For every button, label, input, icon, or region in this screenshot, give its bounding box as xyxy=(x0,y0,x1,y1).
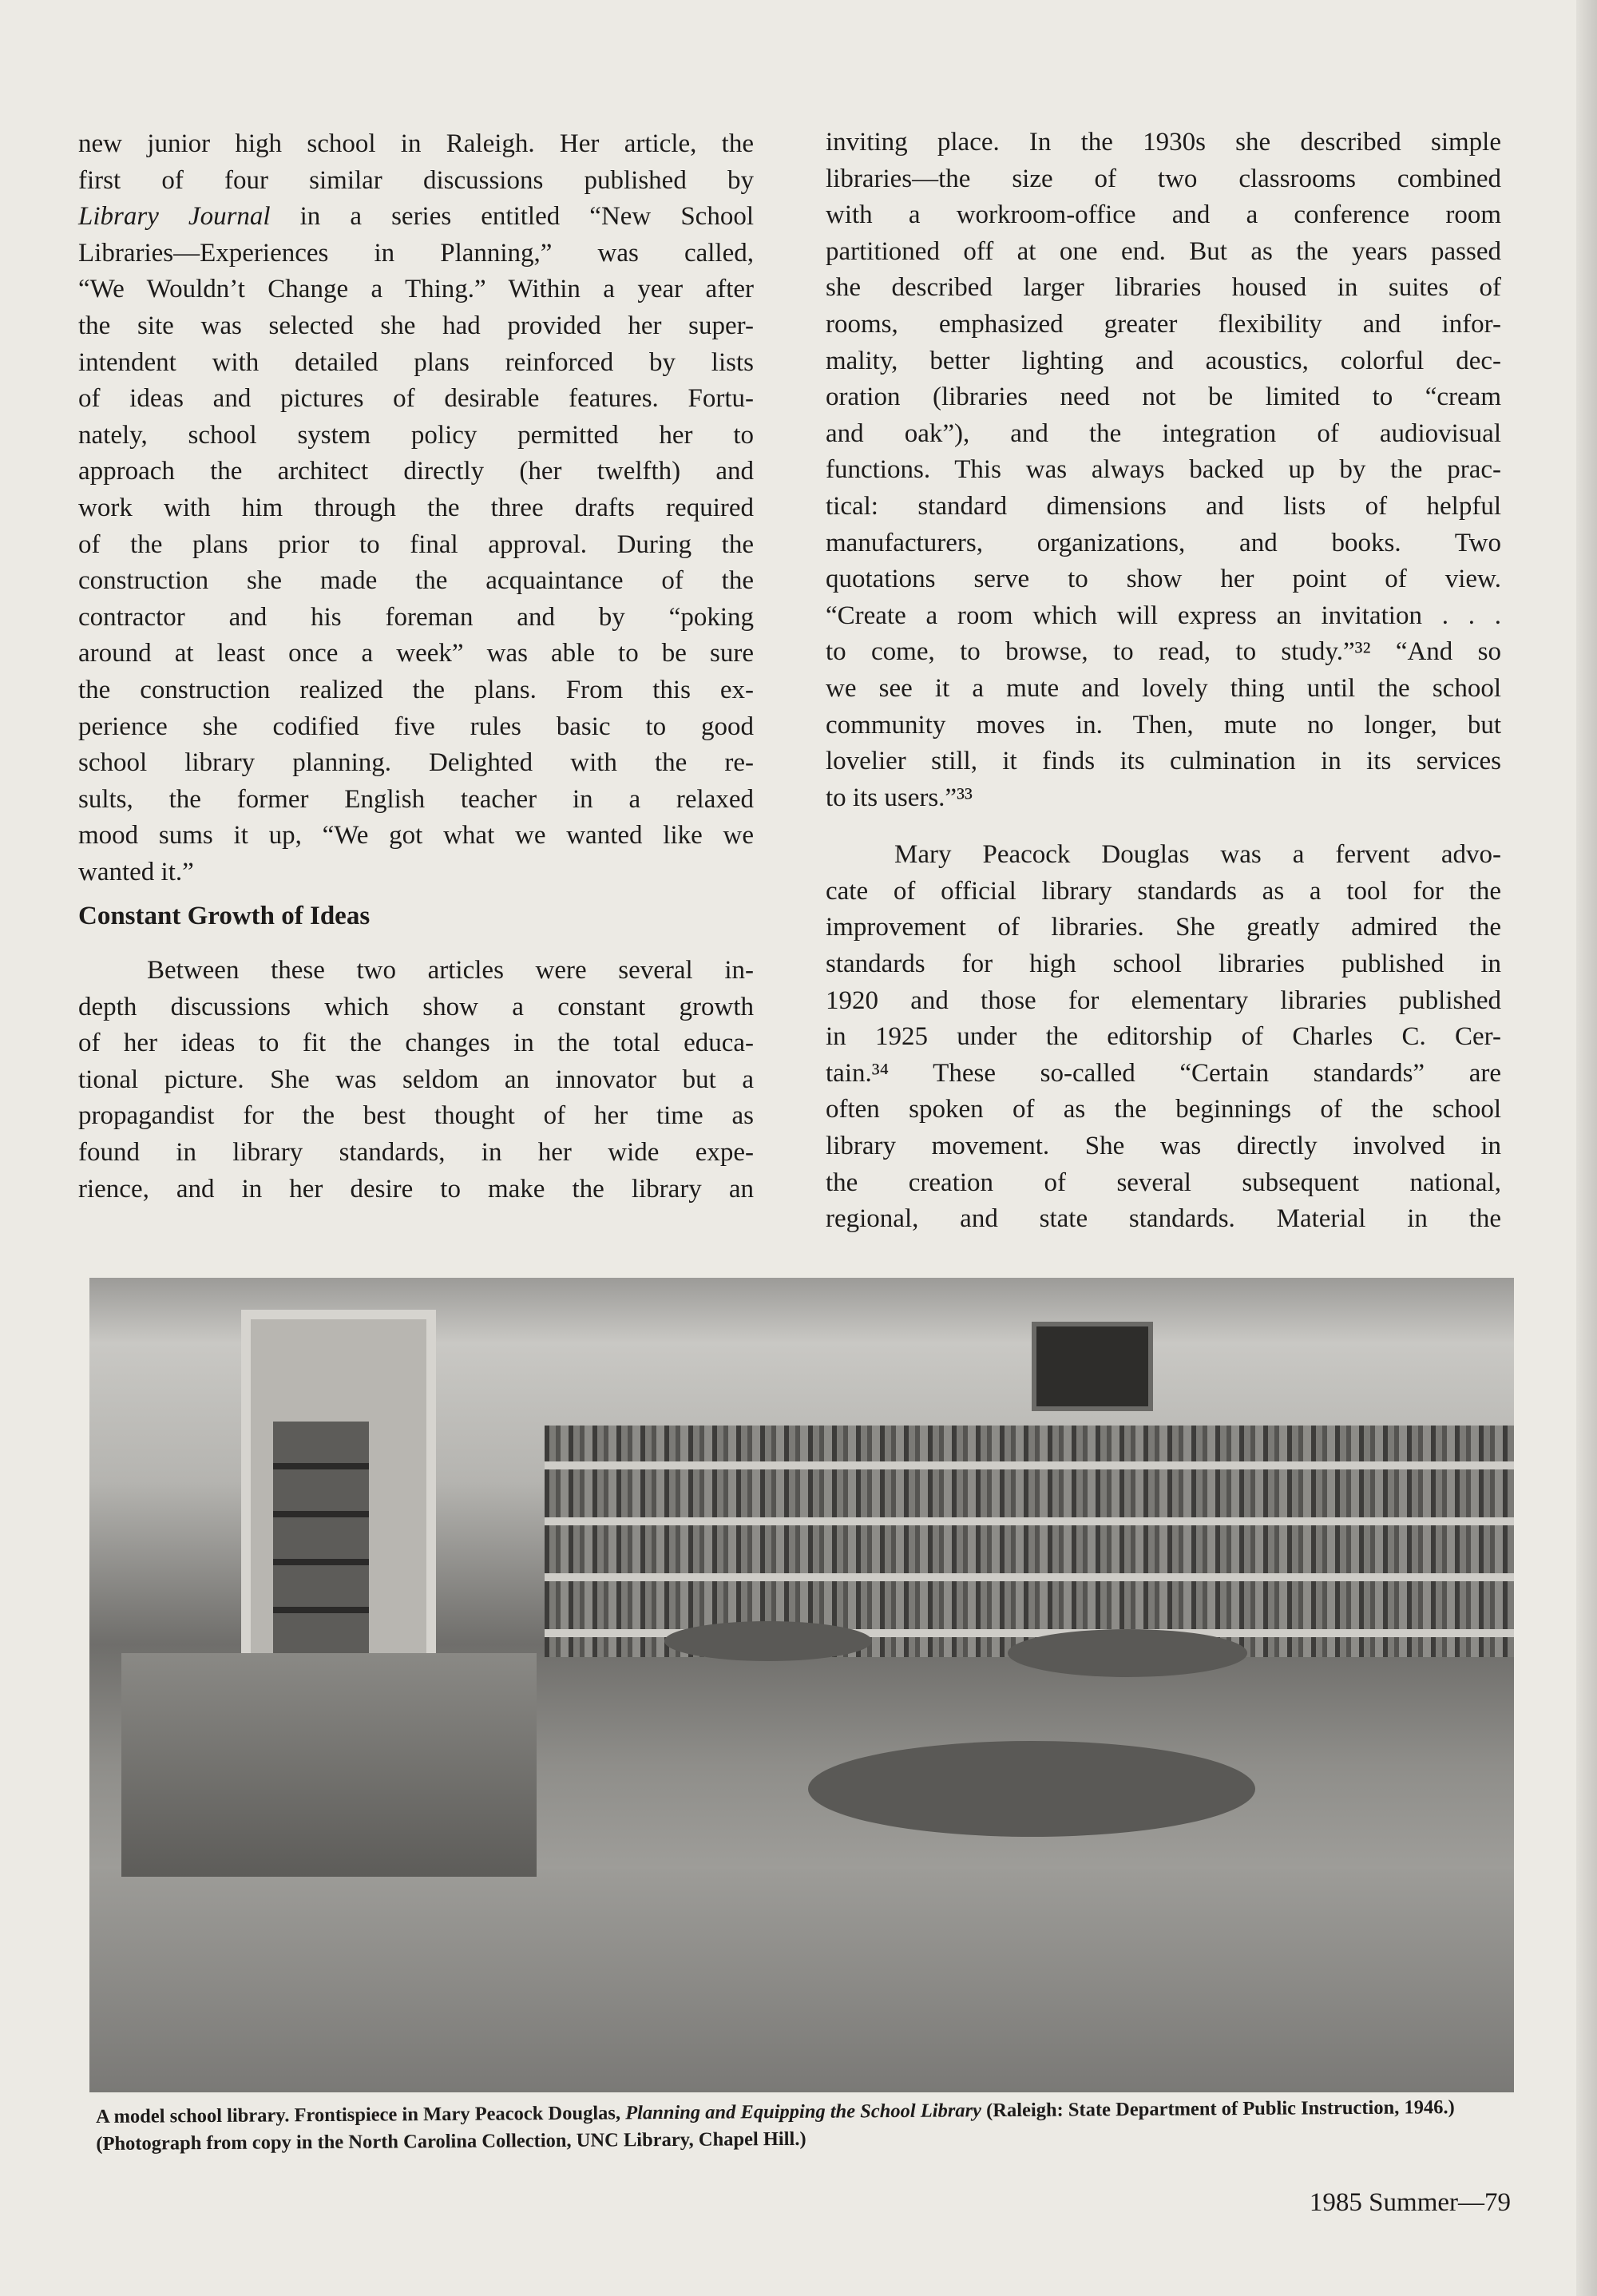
text-line: tain.³⁴ These so-called “Certain standards” are xyxy=(826,1058,1501,1088)
text-line: tical: standard dimensions and lists of helpful xyxy=(826,491,1501,521)
caption-book-title: Planning and Equipping the School Library xyxy=(625,2100,982,2124)
floor xyxy=(89,1869,1514,2092)
text-line: improvement of libraries. She greatly admired the xyxy=(826,913,1501,942)
photo-caption xyxy=(96,2094,1513,2158)
text-line: she described larger libraries housed in suites of xyxy=(826,273,1501,303)
page-folio: 1985 Summer—79 xyxy=(1309,2188,1511,2217)
text-line: libraries—the size of two classrooms combined xyxy=(826,164,1501,193)
text-line: functions. This was always backed up by the prac- xyxy=(826,455,1501,485)
text-line: partitioned off at one end. But as the years passed xyxy=(826,236,1501,266)
right-paragraph-2 xyxy=(826,837,1501,1238)
text-line: perience she codified five rules basic to good xyxy=(78,712,754,741)
text-line: of her ideas to fit the changes in the total educa- xyxy=(78,1029,754,1058)
text-line: to its users.”³³ xyxy=(826,783,973,812)
text-line: mood sums it up, “We got what we wanted like we xyxy=(78,821,754,851)
text-line: contractor and his foreman and by “poking xyxy=(78,602,754,632)
caption-text: A model school library. Frontispiece in Mary Peacock Douglas, xyxy=(96,2102,626,2127)
text-line: often spoken of as the beginnings of the school xyxy=(826,1095,1501,1124)
left-paragraph-1 xyxy=(78,126,754,890)
text-line: in 1925 under the editorship of Charles C. Cer- xyxy=(826,1022,1501,1052)
wall-picture xyxy=(1032,1322,1153,1411)
round-table xyxy=(808,1741,1255,1837)
section-heading: Constant Growth of Ideas xyxy=(78,902,371,931)
text-line: manufacturers, organizations, and books. Two xyxy=(826,528,1501,557)
text-line: rience, and in her desire to make the library an xyxy=(78,1174,754,1204)
text-line: approach the architect directly (her twelfth) and xyxy=(78,457,754,486)
text-line: found in library standards, in her wide expe- xyxy=(78,1138,754,1168)
text-line: quotations serve to show her point of view. xyxy=(826,565,1501,594)
text-line: of ideas and pictures of desirable features. Fortu- xyxy=(78,384,754,414)
text-line: with a workroom-office and a conference room xyxy=(826,200,1501,230)
left-column xyxy=(78,126,754,1207)
text-line: library movement. She was directly involved in xyxy=(826,1132,1501,1161)
circulation-desk xyxy=(121,1653,537,1877)
text-line: inviting place. In the 1930s she described simple xyxy=(826,128,1501,157)
text-line: propagandist for the best thought of her time as xyxy=(78,1101,754,1131)
text-line: standards for high school libraries published in xyxy=(826,950,1501,979)
caption-text: (Raleigh: State Department of Public Instruction, 1946.) (Photograph from copy in the North Carolina Collection, UNC Library, Chapel Hill.) xyxy=(96,2096,1455,2155)
text-line: oration (libraries need not be limited to “cream xyxy=(826,383,1501,412)
text-line: depth discussions which show a constant growth xyxy=(78,992,754,1021)
left-paragraph-2 xyxy=(78,953,754,1207)
right-paragraph-1 xyxy=(826,125,1501,816)
text-line: lovelier still, it finds its culmination in its services xyxy=(826,747,1501,776)
text-line: around at least once a week” was able to be sure xyxy=(78,639,754,668)
library-photograph xyxy=(89,1278,1514,2092)
text-line: and oak”), and the integration of audiovisual xyxy=(826,418,1501,448)
text-line: sults, the former English teacher in a relaxed xyxy=(78,784,754,814)
text-line: nately, school system policy permitted her to xyxy=(78,420,754,450)
text-line: “Create a room which will express an invitation . . . xyxy=(826,601,1501,630)
text-line: school library planning. Delighted with the re- xyxy=(78,748,754,778)
text-line: mality, better lighting and acoustics, colorful dec- xyxy=(826,346,1501,375)
bookshelves xyxy=(545,1426,1514,1657)
round-table xyxy=(664,1621,872,1661)
text-line: the creation of several subsequent national, xyxy=(826,1168,1501,1197)
text-line: Mary Peacock Douglas was a fervent advo- xyxy=(894,840,1501,870)
text-line: rooms, emphasized greater flexibility and infor- xyxy=(826,309,1501,339)
text-line: the construction realized the plans. From this ex- xyxy=(78,675,754,704)
text-line: cate of official library standards as a tool for the xyxy=(826,876,1501,906)
text-line: “We Wouldn’t Change a Thing.” Within a year after xyxy=(78,275,754,304)
text-line: of the plans prior to final approval. During the xyxy=(78,529,754,559)
text-line: to come, to browse, to read, to study.”³² “And so xyxy=(826,637,1501,667)
text-line: Between these two articles were several in- xyxy=(147,956,754,985)
text-line: 1920 and those for elementary libraries published xyxy=(826,985,1501,1015)
text-line: Libraries—Experiences in Planning,” was called, xyxy=(78,238,754,268)
text-line: new junior high school in Raleigh. Her article, the xyxy=(78,129,754,158)
round-table xyxy=(1008,1629,1247,1677)
text-line: first of four similar discussions published by xyxy=(78,165,754,195)
right-column xyxy=(826,125,1501,1238)
text-line: regional, and state standards. Material in the xyxy=(826,1204,1501,1234)
text-line: work with him through the three drafts required xyxy=(78,493,754,522)
text-line: community moves in. Then, mute no longer, but xyxy=(826,710,1501,740)
text-line: we see it a mute and lovely thing until the school xyxy=(826,673,1501,703)
text-line: tional picture. She was seldom an innovator but a xyxy=(78,1065,754,1094)
page-edge-shadow xyxy=(1576,0,1597,2296)
text-line: construction she made the acquaintance of the xyxy=(78,566,754,596)
text-line: wanted it.” xyxy=(78,857,194,886)
text-line: Library Journal in a series entitled “New School xyxy=(78,202,754,232)
text-line: the site was selected she had provided her super- xyxy=(78,311,754,340)
text-line: intendent with detailed plans reinforced by lists xyxy=(78,347,754,377)
